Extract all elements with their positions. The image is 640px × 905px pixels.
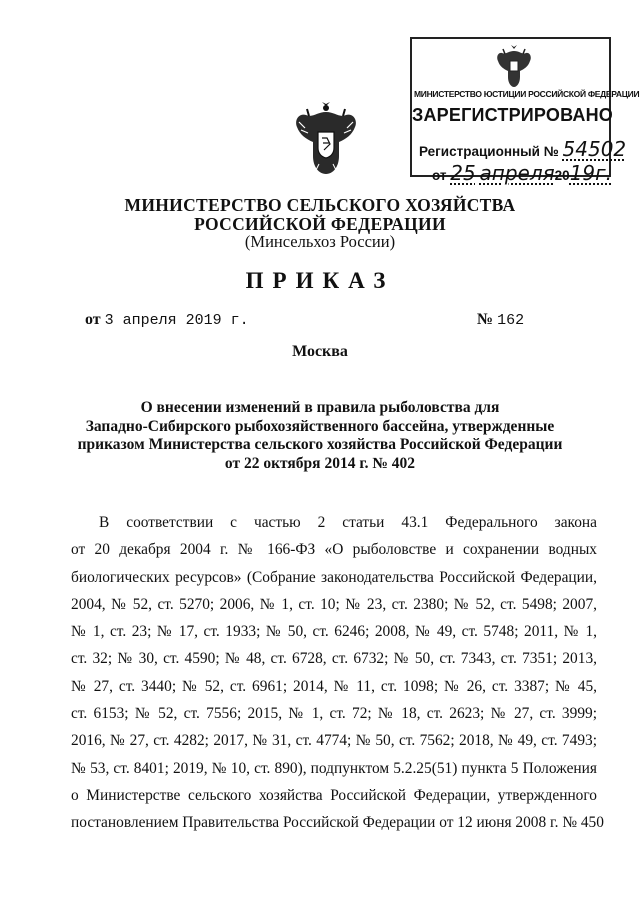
stamp-registration-date xyxy=(432,161,612,185)
stamp-reg-label: Регистрационный № xyxy=(419,144,559,159)
body-line: от 20 декабря 2004 г. № 166-ФЗ «О рыболовстве и сохранении водных xyxy=(71,541,597,559)
stamp-date-year-suffix: 19г. xyxy=(569,161,613,185)
order-title-line: Западно-Сибирского рыбохозяйственного бассейна, утвержденные xyxy=(85,417,555,435)
city: Москва xyxy=(292,343,348,360)
registration-stamp xyxy=(410,37,640,185)
order-date-value: 3 апреля 2019 г. xyxy=(104,312,249,329)
order-title xyxy=(0,399,640,473)
stamp-date-month: апреля xyxy=(479,161,555,185)
stamp-date-year-prefix: 20 xyxy=(554,168,570,183)
body-line: ст. 6153; № 52, ст. 7556; 2015, № 1, ст. 72; № 18, ст. 2623; № 27, ст. 3999; xyxy=(71,705,597,723)
stamp-registered-label: ЗАРЕГИСТРИРОВАНО xyxy=(412,105,613,125)
ministry-short-name: (Минсельхоз России) xyxy=(244,232,396,251)
body-paragraph xyxy=(71,509,604,837)
body-line: постановлением Правительства Российской Федерации от 12 июня 2008 г. № 450 xyxy=(71,814,604,832)
order-number-value: 162 xyxy=(497,312,525,329)
coat-of-arms-icon xyxy=(291,102,361,178)
body-line: ст. 32; № 30, ст. 4590; № 48, ст. 6728, ст. 6732; № 50, ст. 7343, ст. 7351; 2013, xyxy=(71,650,597,668)
body-line: о Министерстве сельского хозяйства Российской Федерации, утвержденного xyxy=(71,786,597,804)
body-line: № 27, ст. 3440; № 52, ст. 6961; 2014, № 11, ст. 1098; № 26, ст. 3387; № 45, xyxy=(71,677,597,695)
order-date-prefix: от xyxy=(85,311,101,328)
stamp-registration-number xyxy=(419,137,626,161)
order-title-line: приказом Министерства сельского хозяйства Российской Федерации xyxy=(77,436,563,453)
stamp-reg-number-handwritten: 54502 xyxy=(562,137,627,161)
order-number xyxy=(477,311,524,329)
body-line: № 1, ст. 23; № 17, ст. 1933; № 50, ст. 6246; 2008, № 49, ст. 5748; 2011, № 1, xyxy=(71,623,597,641)
order-title-line: от 22 октября 2014 г. № 402 xyxy=(224,454,416,472)
order-date xyxy=(85,311,249,329)
stamp-date-prefix: от xyxy=(432,168,447,183)
order-title-line: О внесении изменений в правила рыболовства для xyxy=(140,399,500,416)
stamp-date-day: 25 xyxy=(450,161,476,185)
ministry-name-line-1: МИНИСТЕРСТВО СЕЛЬСКОГО ХОЗЯЙСТВА xyxy=(124,195,516,215)
stamp-ministry-name: МИНИСТЕРСТВО ЮСТИЦИИ РОССИЙСКОЙ ФЕДЕРАЦИИ xyxy=(414,89,640,99)
document-type: ПРИКАЗ xyxy=(245,268,395,293)
body-line: 2016, № 27, ст. 4282; 2017, № 31, ст. 4774; № 50, ст. 7562; 2018, № 49, ст. 7493; xyxy=(71,732,597,750)
body-line: 2004, № 52, ст. 5270; 2006, № 1, ст. 10; № 23, ст. 2380; № 52, ст. 5498; 2007, xyxy=(71,595,597,613)
body-line: № 53, ст. 8401; 2019, № 10, ст. 890), подпунктом 5.2.25(51) пункта 5 Положения xyxy=(71,759,597,777)
eagle-emblem-icon xyxy=(494,43,534,89)
order-number-prefix: № xyxy=(477,311,494,328)
ministry-name-line-2: РОССИЙСКОЙ ФЕДЕРАЦИИ xyxy=(194,214,446,234)
body-line: В соответствии с частью 2 статьи 43.1 Федерального закона xyxy=(99,514,597,531)
body-line: биологических ресурсов» (Собрание законодательства Российской Федерации, xyxy=(71,568,597,586)
